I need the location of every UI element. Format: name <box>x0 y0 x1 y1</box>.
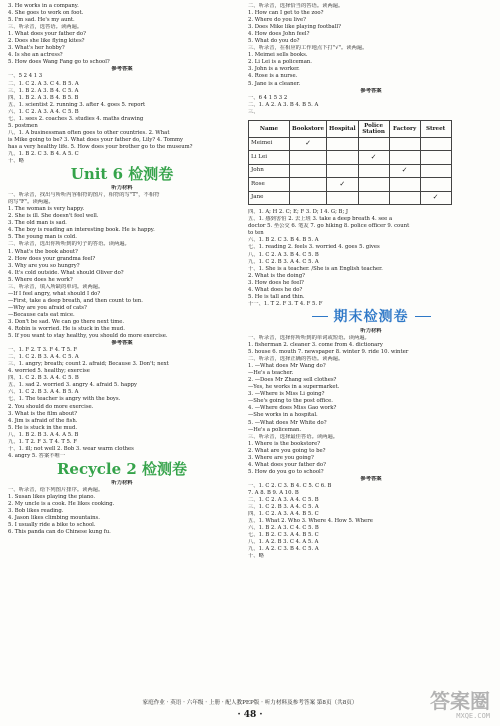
watermark-main: 答案圈 <box>430 689 490 713</box>
text-line: 八、1. A 2. B 3. C 4. A 5. A <box>248 539 319 546</box>
check-cell: ✓ <box>358 151 389 165</box>
text-line: —She works in a hospital. <box>248 412 318 419</box>
text-line: 一、1. F 2. T 3. F 4. T 5. F <box>8 347 78 354</box>
check-cell <box>290 178 327 192</box>
text-line: 3. —Where is Miss Li going? <box>248 391 325 398</box>
text-line: 八、1. B 2. B 3. A 4. A 5. B <box>8 431 79 438</box>
text-line: 1. fisherman 2. cleaner 3. come from 4. dictionary <box>248 342 383 348</box>
text-line: 1. Where is the bookstore? <box>248 440 321 447</box>
text-line: has a very healthy life. 5. How does your brother go to the museum? <box>8 143 193 150</box>
text-line: 四、1. C 2. B 3. A 4. C 5. B <box>8 375 79 382</box>
text-line: 六、1. C 2. A 3. A 4. C 5. B <box>8 108 79 115</box>
recycle2-section <box>8 480 236 536</box>
table-header-cell: Factory <box>389 120 420 137</box>
text-line: 三、听录音，选择最佳答语。读两遍。 <box>248 433 339 440</box>
text-line: 4. Is she an actress? <box>8 52 63 59</box>
text-line: 5. He is stuck in the mud. <box>8 424 78 431</box>
text-line: 3. The old man is sad. <box>8 220 67 227</box>
text-line: 2. You should do more exercise. <box>8 403 94 410</box>
check-cell <box>327 164 359 178</box>
text-line: 四、1. A; H 2. C; E; F 3. D; I 4. G; B; J <box>248 209 349 216</box>
check-cell <box>358 178 389 192</box>
row-name-cell: John <box>249 164 290 178</box>
check-cell: ✓ <box>389 164 420 178</box>
text-line: 三、 <box>248 108 259 115</box>
text-line: 4. Jason likes climbing mountains. <box>8 515 100 522</box>
check-cell <box>358 191 389 205</box>
text-line: 参考答案 <box>360 87 382 94</box>
text-line: 1. —What does Mr Wang do? <box>248 363 326 370</box>
text-line: 二、听录音，选择正确的答语。读两遍。 <box>248 356 344 363</box>
text-line: 五、1. sad 2. worried 3. angry 4. afraid 5. happy <box>8 382 138 389</box>
footer-text: 家庭作业 · 英语 · 六年级 · 上册 · 配人教PEP版 · 听力材料及参考答案 第8页（共8页） <box>142 700 358 706</box>
text-line: —Yes, he works in a supermarket. <box>248 384 340 391</box>
right-column <box>248 3 494 560</box>
page-number: · 48 · <box>237 710 263 720</box>
text-line: 3. John is a worker. <box>248 66 300 73</box>
unit6-section <box>8 185 236 460</box>
text-line: 五、1. What 2. Who 3. Where 4. How 5. Where <box>248 518 373 525</box>
text-line: 一、1. C 2. C 3. B 4. C 5. C 6. B <box>248 482 332 489</box>
table-header-cell: Police Station <box>358 120 389 137</box>
text-line: is Mike going to be? 3. What does your father do, Lily? 4. Tommy <box>8 136 184 143</box>
text-line: 一、听录音，给下列图片排序。读两遍。 <box>8 486 104 493</box>
text-line: 3. How does he feel? <box>248 279 304 286</box>
text-line: 1. How can I get to the zoo? <box>248 10 324 17</box>
right-top-section <box>248 3 494 116</box>
check-cell: ✓ <box>327 178 359 192</box>
check-cell <box>327 151 359 165</box>
text-line: 九、1. A 2. C 3. B 4. C 5. A <box>248 546 319 553</box>
text-line: 七、1. The teacher is angry with the boys. <box>8 396 121 403</box>
text-line: 四、1. B 2. A 3. B 4. B 5. B <box>8 94 79 101</box>
text-line: 2. She is ill. She doesn't feel well. <box>8 213 99 220</box>
text-line: 三、1. B 2. A 3. B 4. C 5. A <box>8 87 79 94</box>
text-line: 5. Where does he work? <box>8 276 73 283</box>
left-top-section <box>8 3 236 165</box>
text-line: 听力材料 <box>111 479 133 486</box>
text-line: 4. She goes to work on foot. <box>8 10 84 17</box>
text-line: 三、1. angry; breath; count 2. afraid; Because 3. Don't; next <box>8 361 169 368</box>
table-header-cell: Bookstore <box>290 120 327 137</box>
check-cell <box>358 164 389 178</box>
text-line: doctor 5. 坐公交 6. 笔友 7. go hiking 8. police officer 9. count <box>248 223 410 230</box>
text-line: —He's a policeman. <box>248 426 302 433</box>
check-cell <box>389 137 420 151</box>
workplace-table <box>248 120 452 206</box>
text-line: 七、1. B 2. C 3. A 4. B 5. C <box>248 532 319 539</box>
text-line: 七、1. sees 2. coaches 3. studies 4. maths drawing <box>8 115 144 122</box>
text-line: 6. This panda can do Chinese kung fu. <box>8 529 111 536</box>
text-line: 4. It's cold outside. What should Oliver do? <box>8 269 124 276</box>
text-line: 三、1. C 2. B 3. A 4. C 5. A <box>248 504 319 511</box>
watermark-logo <box>412 690 490 724</box>
check-cell <box>290 191 327 205</box>
text-line: 4. Robin is worried. He is stuck in the mud. <box>8 326 125 333</box>
text-line: —Because cats eat mice. <box>8 311 75 318</box>
text-line: 的写"F"。读两遍。 <box>8 199 54 206</box>
text-line: 5. How do you go to school? <box>248 468 324 475</box>
row-name-cell: Jane <box>249 191 290 205</box>
text-line: 一、6 4 1 5 3 2 <box>248 94 288 101</box>
text-line: 九、1. B 2. C 3. B 4. A 5. C <box>8 150 79 157</box>
text-line: 5. The young man is cold. <box>8 234 77 241</box>
check-cell <box>420 151 451 165</box>
table-row <box>249 151 452 165</box>
text-line: 六、1. B 2. C 3. B 4. B 5. A <box>248 237 319 244</box>
text-line: 3. What is the film about? <box>8 410 78 417</box>
text-line: 听力材料 <box>360 327 382 334</box>
text-line: 3. Does Mike like playing football? <box>248 24 341 31</box>
text-line: 2. What are you going to be? <box>248 447 326 454</box>
text-line: 五、1. scientist 2. running 3. after 4. goes 5. report <box>8 101 146 108</box>
table-row <box>249 137 452 151</box>
text-line: —She's going to the post office. <box>248 398 333 405</box>
text-line: 六、1. C 2. B 3. A 4. B 5. A <box>8 389 79 396</box>
text-line: 七、1. reading 2. feels 3. worried 4. goes 5. gives <box>248 244 380 251</box>
text-line: 二、听录音，选出你所听到的句子的答语。读两遍。 <box>8 241 130 248</box>
check-cell <box>389 151 420 165</box>
text-line: 十、1. She is a teacher. /She is an English teacher. <box>248 265 383 272</box>
text-line: 3. He works in a company. <box>8 3 79 9</box>
text-line: 5. Jane is a cleaner. <box>248 80 301 87</box>
table-body <box>249 137 452 205</box>
table-header-cell: Street <box>420 120 451 137</box>
text-line: —Why are you afraid of cats? <box>8 304 87 311</box>
text-line: 五、1. 感到害怕 2. 去上班 3. take a deep breath 4. see a <box>248 216 393 223</box>
text-line: 5. He is tall and thin. <box>248 293 305 300</box>
table-row <box>249 164 452 178</box>
check-cell: ✓ <box>290 137 327 151</box>
text-line: 四、1. C 2. A 3. A 4. B 5. C <box>248 511 319 518</box>
text-line: 六、1. B 2. A 3. C 4. C 5. B <box>248 525 319 532</box>
text-line: 1. The woman is very happy. <box>8 206 85 213</box>
left-column <box>8 3 236 536</box>
check-cell <box>327 191 359 205</box>
text-line: 十、1. ill; not well 2. Bob 3. wear warm clothes <box>8 445 134 452</box>
text-line: 一、听录音，找出与所听内容相符的图片，相符的写"T"，不相符 <box>8 192 160 199</box>
text-line: 2. What is the doing? <box>248 272 305 279</box>
text-line: 5. I'm sad. He's my aunt. <box>8 17 75 24</box>
text-line: 4. How does John feel? <box>248 31 310 38</box>
text-line: 八、1. A businessman often goes to other countries. 2. What <box>8 129 170 136</box>
text-line: 4. The boy is reading an interesting book. He is happy. <box>8 227 155 234</box>
table-row <box>249 178 452 192</box>
text-line: 5. If you want to stay healthy, you should do more exercise. <box>8 333 168 340</box>
text-line: 1. Meimei sells books. <box>248 52 308 59</box>
text-line: 二、1. A 2. A 3. B 4. B 5. A <box>248 101 319 108</box>
text-line: 参考答案 <box>360 475 382 482</box>
text-line: 2. Where do you live? <box>248 17 306 24</box>
final-exam-section <box>248 328 494 561</box>
text-line: 一、听录音，选择你所听到的单词或短语。读两遍。 <box>248 334 370 341</box>
text-line: —First, take a deep breath, and then count to ten. <box>8 297 143 304</box>
text-line: 二、1. C 2. B 3. A 4. C 5. A <box>8 354 79 361</box>
check-cell <box>358 137 389 151</box>
text-line: 4. Jim is afraid of the fish. <box>8 417 78 424</box>
text-line: 2. How does your grandma feel? <box>8 255 96 262</box>
final-exam-title <box>248 308 494 328</box>
text-line: 十、略 <box>8 158 24 165</box>
check-cell <box>327 137 359 151</box>
text-line: 4. worried 5. healthy; exercise <box>8 368 90 375</box>
text-line: 参考答案 <box>111 340 133 347</box>
text-line: 4. What does your father do? <box>248 461 326 468</box>
table-header-cell: Hospital <box>327 120 359 137</box>
text-line: 4. Rose is a nurse. <box>248 73 298 80</box>
check-cell <box>420 137 451 151</box>
text-line: 3. Don't be sad. We can go there next time. <box>8 318 125 325</box>
text-line: 九、1. C 2. B 3. A 4. C 5. A <box>248 258 319 265</box>
text-line: 1. Susan likes playing the piano. <box>8 494 96 500</box>
watermark-sub: MXQE.COM <box>456 712 490 720</box>
text-line: 5. —What does Mr White do? <box>248 419 327 426</box>
unit6-title: Unit 6 检测卷 <box>70 165 174 184</box>
text-line: 三、听录音，在相应的工作地点下打"√"。读两遍。 <box>248 45 368 52</box>
text-line: 7. A 8. B 9. A 10. B <box>248 489 299 496</box>
check-cell <box>420 164 451 178</box>
check-cell <box>420 178 451 192</box>
text-line: 4. What does he do? <box>248 286 303 293</box>
check-cell <box>389 178 420 192</box>
text-line: 听力材料 <box>111 185 133 192</box>
text-line: 一、5 2 4 1 3 <box>8 73 43 80</box>
text-line: 4. angry 5. 答案不唯一 <box>8 452 66 459</box>
check-cell: ✓ <box>420 191 451 205</box>
row-name-cell: Rose <box>249 178 290 192</box>
text-line: 二、听录音，选择恰当的答语。读两遍。 <box>248 3 344 9</box>
table-header-row <box>249 120 452 137</box>
text-line: 二、1. C 2. A 3. C 4. B 5. A <box>8 80 79 87</box>
text-line: —If I feel angry, what should I do? <box>8 290 101 297</box>
text-line: 4. —Where does Miss Gao work? <box>248 405 337 412</box>
final-exam-title-text: 期末检测卷 <box>306 309 437 325</box>
text-line: 十、略 <box>248 553 264 560</box>
text-line: 2. —Does Mr Zhang sell clothes? <box>248 377 337 384</box>
text-line: 1. What's the book about? <box>8 248 78 255</box>
text-line: 3. Bob likes reading. <box>8 508 64 515</box>
text-line: 3. Where are you going? <box>248 454 314 461</box>
text-line: 十一、1. T 2. F 3. T 4. F 5. F <box>248 300 323 307</box>
text-line: 5. What do you do? <box>248 38 300 45</box>
text-line: 八、1. C 2. A 3. B 4. C 5. B <box>248 251 319 258</box>
text-line: 1. What does your father do? <box>8 31 86 38</box>
text-line: 2. Li Lei is a policeman. <box>248 59 312 66</box>
text-line: 5. postmen <box>8 122 38 129</box>
text-line: 三、听录音，选答语。读两遍。 <box>8 24 83 31</box>
table-header-cell: Name <box>249 120 290 137</box>
text-line: 三、听录音，填入所缺的单词。读两遍。 <box>8 283 104 290</box>
table-row <box>249 191 452 205</box>
check-cell <box>290 151 327 165</box>
text-line: 2. My uncle is a cook. He likes cooking. <box>8 501 115 508</box>
text-line: 5. I usually ride a bike to school. <box>8 522 96 529</box>
check-cell <box>290 164 327 178</box>
text-line: 参考答案 <box>111 66 133 73</box>
recycle2-title: Recycle 2 检测卷 <box>56 459 188 478</box>
text-line: 3. Why are you so hungry? <box>8 262 80 269</box>
text-line: 5. house 6. mouth 7. newspaper 8. winter 9. ride 10. winter <box>248 349 409 356</box>
text-line: 5. How does Wang Fang go to school? <box>8 59 110 66</box>
text-line: 九、1. T 2. F 3. T 4. T 5. F <box>8 438 77 445</box>
right-answers-section <box>248 209 494 308</box>
text-line: 二、1. C 2. A 3. A 4. C 5. B <box>248 497 319 504</box>
check-cell <box>389 191 420 205</box>
text-line: 3. What's her hobby? <box>8 45 65 52</box>
row-name-cell: Meimei <box>249 137 290 151</box>
text-line: —He's a teacher. <box>248 370 294 377</box>
text-line: 2. Does she like flying kites? <box>8 38 85 45</box>
text-line: to ten <box>248 230 264 237</box>
row-name-cell: Li Lei <box>249 151 290 165</box>
